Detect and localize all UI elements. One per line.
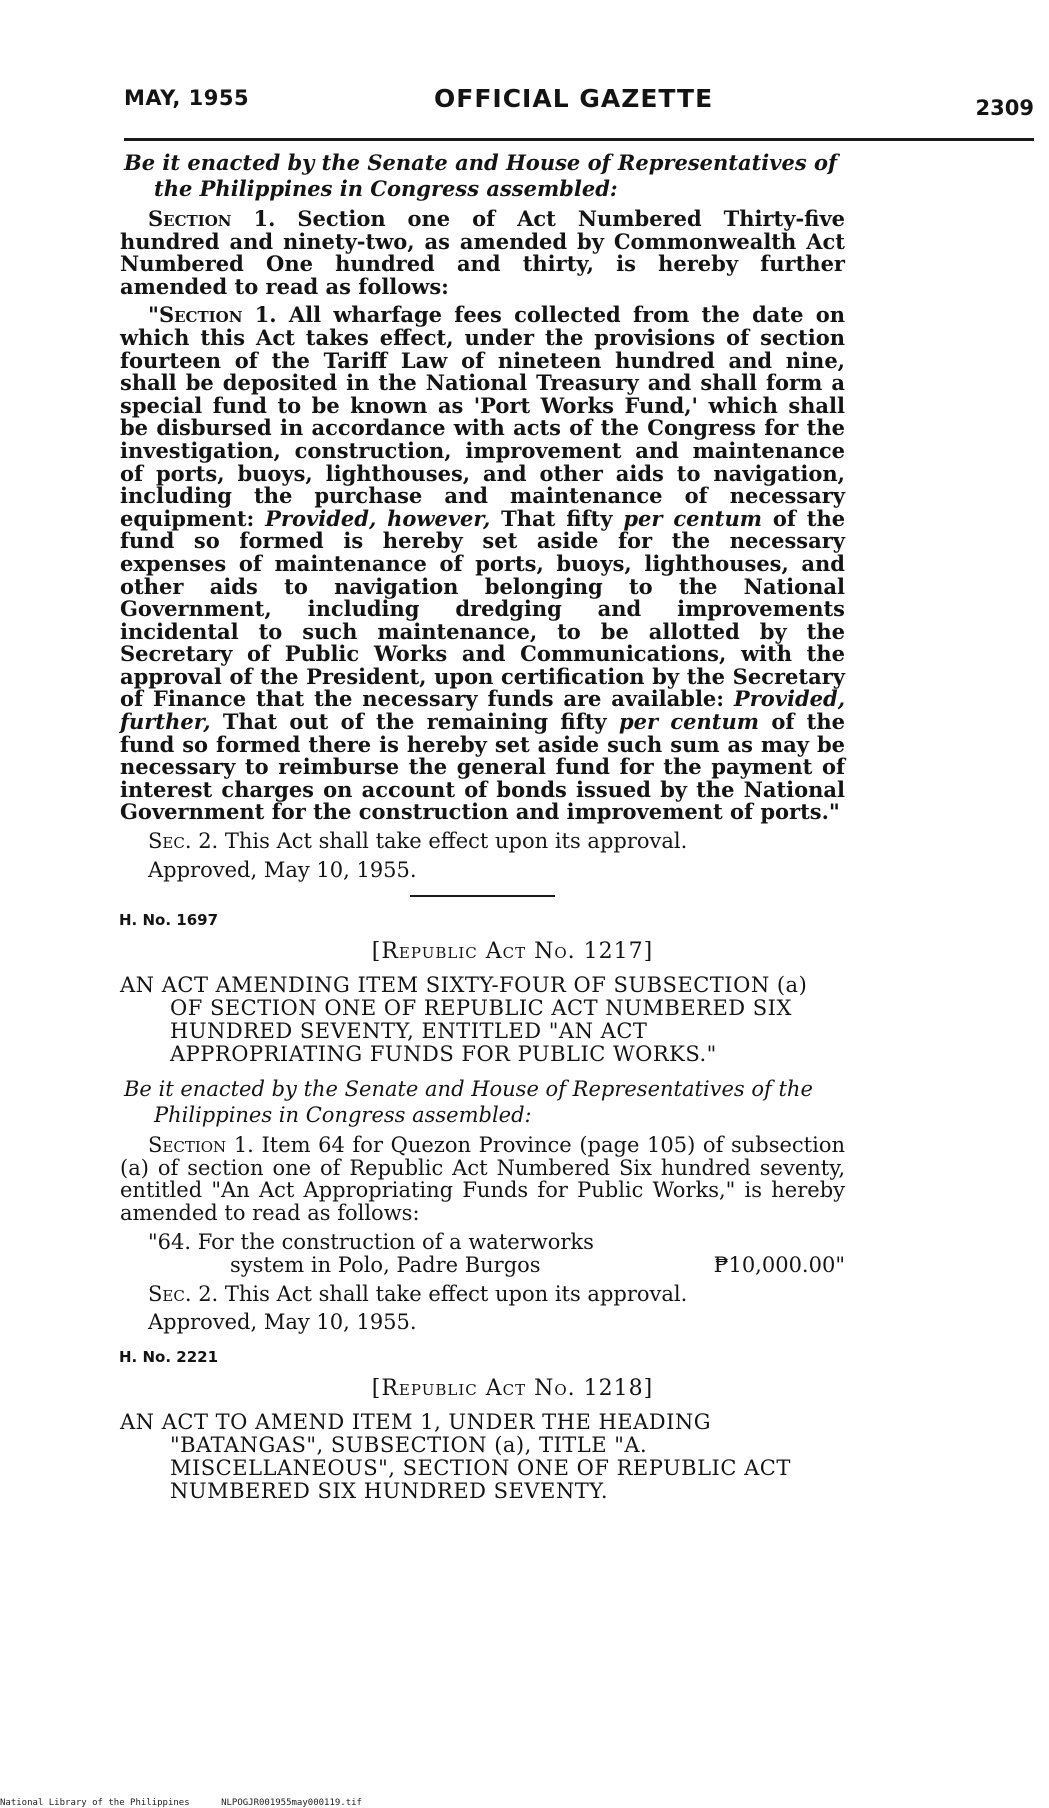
section-1-paragraph: Section 1. Section one of Act Numbered Thirty-five hundred and ninety-two, as amended by Commonwealth Act Numbered One hundred and thirty, is hereby further amended to read as follows:: [120, 206, 846, 299]
scan-footer: [0, 1798, 388, 1808]
page-number: 2309: [975, 96, 1034, 120]
appropriation-item-continued: system in Polo, Padre Burgos ₱10,000.00": [230, 1252, 845, 1277]
section-1-paragraph: Section 1. Item 64 for Quezon Province (page 105) of subsection (a) of section one of Republic Act Numbered Six hundred seventy, entitled "An Act Appropriating Funds for Public Works," is hereby amended to read as follows:: [120, 1133, 845, 1225]
page-header: [124, 80, 1034, 124]
footer-source: National Library of the Philippines: [0, 1798, 190, 1808]
act-title: AN ACT AMENDING ITEM SIXTY-FOUR OF SUBSECTION (a) OF SECTION ONE OF REPUBLIC ACT NUMBERED SIX HUNDRED SEVENTY, ENTITLED "AN ACT APPROPRIATING FUNDS FOR PUBLIC WORKS.": [120, 973, 808, 1067]
house-bill-number: H. No. 2221: [119, 1347, 219, 1366]
approved-line: Approved, May 10, 1955.: [148, 857, 417, 882]
publication-title: OFFICIAL GAZETTE: [434, 84, 714, 113]
quoted-section-paragraph: "Section 1. All wharfage fees collected from the date on which this Act takes effect, under the provisions of section fourteen of the Tariff Law of nineteen hundred and nine, shall be deposited in the National Treasury and shall form a special fund to be known as 'Port Works Fund,' which shall be disbursed in accordance with acts of the Congress for the investigation, construction, improvement and maintenance of ports, buoys, lighthouses, and other aids to navigation, including the purchase and maintenance of necessary equipment: Provided, however, That fifty per centum of the fund so formed is hereby set aside for the necessary expenses of maintenance of ports, buoys, lighthouses, and other aids to navigation belonging to the National Government, including dredging and improvements incidental to such maintenance, to be allotted by the Secretary of Public Works and Communications, with the approval of the President, upon certification by the Secretary of Finance that the necessary funds are available: Provided, further, That out of the remaining fifty per centum of the fund so formed there is hereby set aside such sum as may be necessary to reimburse the general fund for the payment of interest charges on account of bonds issued by the National Government for the construction and improvement of ports.": [120, 302, 846, 825]
header-rule: [124, 138, 1034, 141]
footer-filename: NLPOGJR001955may000119.tif: [221, 1798, 362, 1808]
house-bill-number: H. No. 1697: [119, 911, 219, 930]
enacting-clause: Be it enacted by the Senate and House of Representatives of the Philippines in Congress assembled:: [124, 150, 838, 201]
section-2-paragraph: Sec. 2. This Act shall take effect upon its approval.: [148, 829, 688, 854]
section-divider: [410, 895, 555, 897]
issue-date: MAY, 1955: [124, 86, 250, 110]
page-body: [120, 150, 845, 1513]
enacting-clause: Be it enacted by the Senate and House of Representatives of the Philippines in Congress assembled:: [124, 1077, 813, 1128]
republic-act-heading: [Republic Act No. 1218]: [371, 1375, 654, 1401]
approved-line: Approved, May 10, 1955.: [148, 1310, 417, 1335]
section-2-paragraph: Sec. 2. This Act shall take effect upon its approval.: [148, 1281, 688, 1306]
act-title: AN ACT TO AMEND ITEM 1, UNDER THE HEADING "BATANGAS", SUBSECTION (a), TITLE "A. MISCELLANEOUS", SECTION ONE OF REPUBLIC ACT NUMBERED SIX HUNDRED SEVENTY.: [120, 1409, 791, 1503]
appropriation-item: "64. For the construction of a waterworks: [148, 1229, 594, 1254]
republic-act-heading: [Republic Act No. 1217]: [371, 939, 654, 965]
appropriation-amount: ₱10,000.00": [713, 1252, 845, 1277]
